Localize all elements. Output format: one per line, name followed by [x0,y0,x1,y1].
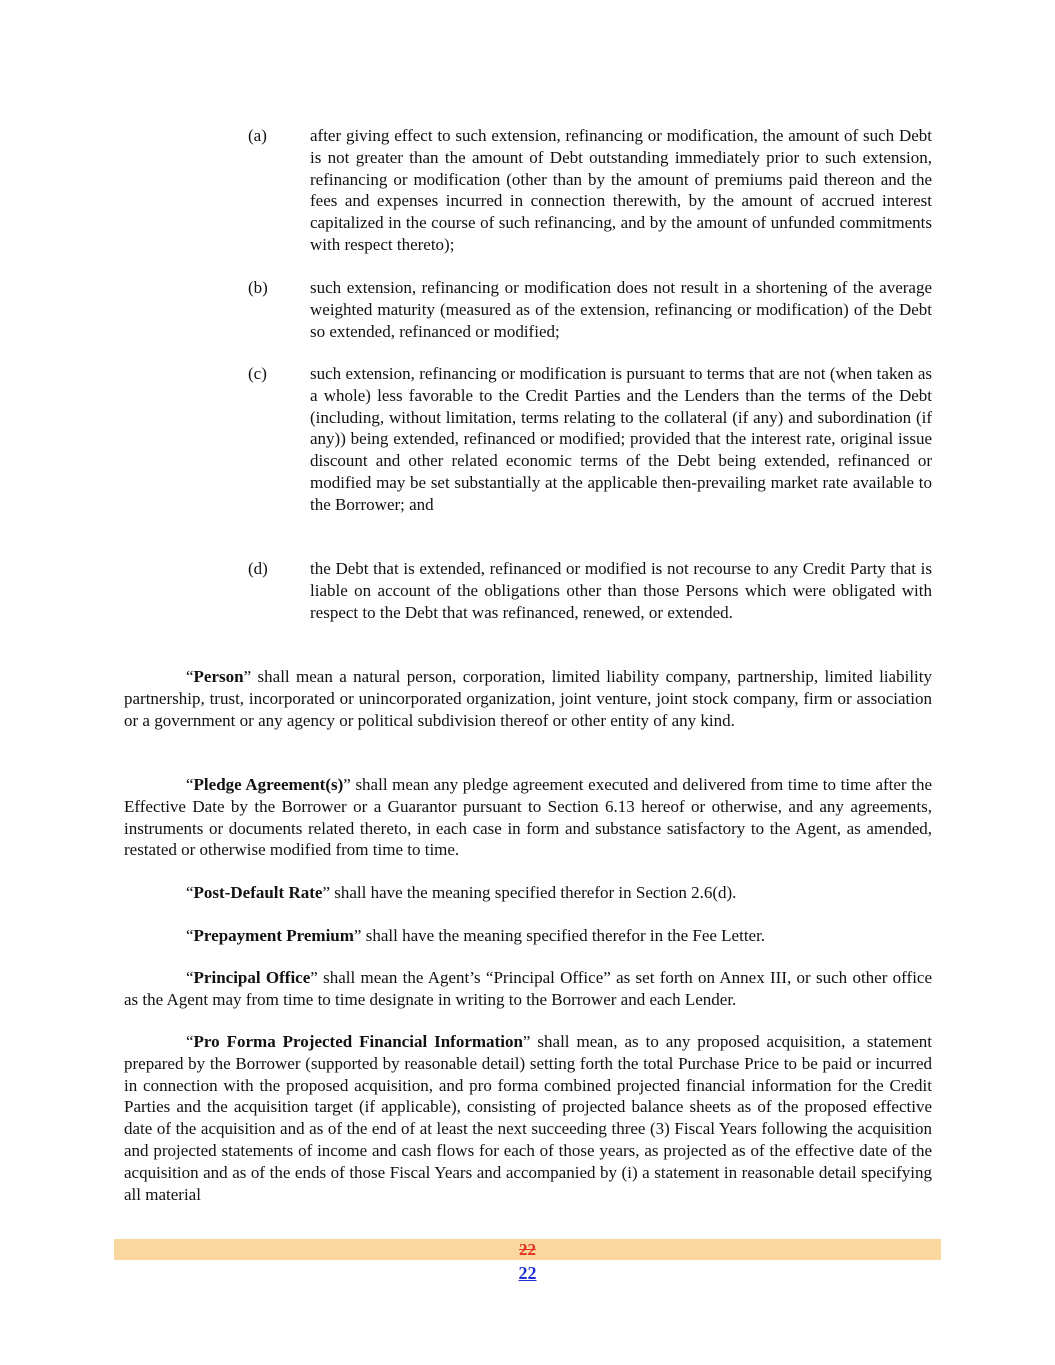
list-item-text: such extension, refinancing or modification is pursuant to terms that are not (when taken as a whole) less favorable to the Credit Parties and the Lenders than the terms of the Debt (including, without limitation, terms relating to the collateral (if any) and subordination (if any)) being extended, refinanced or modified; provided that the interest rate, original issue discount and other related economic terms of the Debt being extended, refinanced or modified may be set substantially at the applicable then-prevailing market rate available to the Borrower; and [310,364,932,514]
definition-post-default-rate [124,882,932,904]
open-quote: “ [186,968,194,987]
deleted-page-number: 22 [519,1240,536,1259]
definition-body: shall mean any pledge agreement executed and delivered from time to time after the Effective Date by the Borrower or a Guarantor pursuant to Section 6.13 hereof or otherwise, and any agreements, instruments or documents related thereto, in each case in form and substance satisfactory to the Agent, as amended, restated or otherwise modified from time to time. [124,775,932,860]
open-quote: “ [186,1032,194,1051]
open-quote: “ [186,775,194,794]
defined-term: Principal Office [193,968,311,987]
list-item-text: after giving effect to such extension, refinancing or modification, the amount of such Debt is not greater than the amount of Debt outstanding immediately prior to such extension, refinancing or modification (other than by the amount of premiums paid thereon and the fees and expenses incurred in connection therewith, by the amount of accrued interest capitalized in the course of such refinancing, and by the amount of unfunded commitments with respect thereto); [310,126,932,254]
list-item-c [248,363,932,516]
definition-pro-forma-projected-financial-information [124,1031,932,1205]
close-quote: ” [310,968,318,987]
definition-person [124,666,932,731]
open-quote: “ [186,883,194,902]
definition-prepayment-premium [124,925,932,947]
defined-term: Post-Default Rate [193,883,323,902]
definition-pledge-agreements [124,774,932,861]
list-item-label: (b) [248,278,268,297]
list-item-label: (c) [248,364,267,383]
close-quote: ” [522,1032,531,1051]
open-quote: “ [186,926,194,945]
list-item-text: such extension, refinancing or modification does not result in a shortening of the average weighted maturity (measured as of the extension, refinancing or modification) of the Debt so extended, refinanced or modified; [310,278,932,341]
defined-term: Prepayment Premium [193,926,354,945]
list-item-text: the Debt that is extended, refinanced or modified is not recourse to any Credit Party that is liable on account of the obligations other than those Persons which were obligated with respect to the Debt that was refinanced, renewed, or extended. [310,559,932,622]
page-number-change-band [114,1239,941,1260]
definition-body: shall mean a natural person, corporation, limited liability company, partnership, limited liability partnership, trust, incorporated or unincorporated organization, joint venture, joint stock company, firm or association or a government or any agency or political subdivision thereof or other entity of any kind. [124,667,932,730]
defined-term: Pledge Agreement(s) [193,775,344,794]
list-item-label: (a) [248,126,267,145]
close-quote: ” [353,926,362,945]
definition-body: shall have the meaning specified therefor in the Fee Letter. [361,926,766,945]
defined-term: Pro Forma Projected Financial Information [193,1032,523,1051]
list-item-a [248,125,932,256]
definition-body: shall mean the Agent’s “Principal Office” as set forth on Annex III, or such other office as the Agent may from time to time designate in writing to the Borrower and each Lender. [124,968,933,1009]
definition-body: shall have the meaning specified therefor in Section 2.6(d). [329,883,737,902]
list-item-d [248,558,932,623]
list-item-b [248,277,932,342]
inserted-page-number: 22 [518,1263,537,1283]
close-quote: ” [243,667,252,686]
definition-principal-office [124,967,932,1011]
open-quote: “ [186,667,194,686]
definition-body: shall mean, as to any proposed acquisition, a statement prepared by the Borrower (supported by reasonable detail) setting forth the total Purchase Price to be paid or incurred in connection with the proposed acquisition, and pro forma combined projected financial information for the Credit Parties and the acquisition target (if applicable), consisting of projected balance sheets as of the proposed effective date of the acquisition and as of the end of at least the next succeeding three (3) Fiscal Years following the acquisition and projected statements of income and cash flows for each of those years, as projected as of the effective date of the acquisition and as of the ends of those Fiscal Years and accompanied by (i) a statement in reasonable detail specifying all material [124,1032,932,1204]
list-item-label: (d) [248,559,268,578]
close-quote: ” [322,883,330,902]
close-quote: ” [343,775,351,794]
defined-term: Person [193,667,244,686]
